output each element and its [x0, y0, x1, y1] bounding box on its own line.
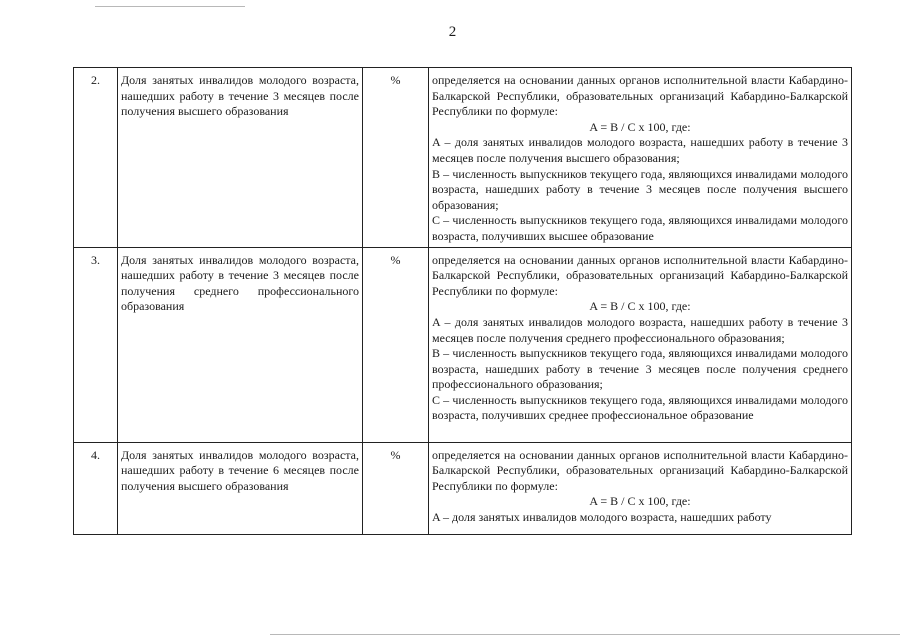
calculation-method [429, 442, 852, 534]
unit-of-measure: % [363, 68, 429, 248]
formula: A = B / C x 100, где: [589, 119, 691, 134]
unit-of-measure: % [363, 247, 429, 442]
method-intro: определяется на основании данных органов исполнительной власти Кабардино-Балкарской Республики, образовательных организаций Кабардино-Балкарской Республики по формуле: [432, 447, 848, 493]
indicators-table [73, 67, 852, 535]
calculation-method [429, 68, 852, 248]
definition-b: B – численность выпускников текущего года, являющихся инвалидами молодого возраста, нашедших работу в течение 3 месяцев после получения высшего образования; [432, 166, 848, 212]
definition-c: C – численность выпускников текущего года, являющихся инвалидами молодого возраста, получивших среднее профессиональное образование [432, 392, 848, 423]
method-intro: определяется на основании данных органов исполнительной власти Кабардино-Балкарской Республики, образовательных организаций Кабардино-Балкарской Республики по формуле: [432, 73, 848, 119]
formula: A = B / C x 100, где: [589, 494, 691, 509]
row-number: 4. [74, 442, 118, 534]
table-row [74, 247, 852, 442]
table-row [74, 68, 852, 248]
definition-a: A – доля занятых инвалидов молодого возраста, нашедших работу в течение 3 месяцев после получения среднего профессионального образования; [432, 314, 848, 345]
definition-c: C – численность выпускников текущего года, являющихся инвалидами молодого возраста, получивших высшее образование [432, 213, 848, 243]
indicator-name: Доля занятых инвалидов молодого возраста, нашедших работу в течение 3 месяцев после получения высшего образования [118, 68, 363, 248]
unit-of-measure: % [363, 442, 429, 534]
definition-b: B – численность выпускников текущего года, являющихся инвалидами молодого возраста, нашедших работу в течение 3 месяцев после получения среднего профессионального образования; [432, 346, 848, 392]
scan-artifact [270, 634, 900, 635]
method-intro: определяется на основании данных органов исполнительной власти Кабардино-Балкарской Республики, образовательных организаций Кабардино-Балкарской Республики по формуле: [432, 252, 848, 298]
scan-artifact [95, 6, 245, 7]
row-number: 2. [74, 68, 118, 248]
page-number: 2 [448, 24, 457, 40]
row-number: 3. [74, 247, 118, 442]
formula: A = B / C x 100, где: [589, 299, 691, 314]
definition-a: A – доля занятых инвалидов молодого возраста, нашедших работу в течение 3 месяцев после получения высшего образования; [432, 135, 848, 165]
indicator-name: Доля занятых инвалидов молодого возраста, нашедших работу в течение 6 месяцев после получения высшего образования [118, 442, 363, 534]
definition-a: A – доля занятых инвалидов молодого возраста, нашедших работу [432, 509, 772, 524]
indicator-name: Доля занятых инвалидов молодого возраста, нашедших работу в течение 3 месяцев после получения среднего профессионального образования [118, 247, 363, 442]
table-row [74, 442, 852, 534]
calculation-method [429, 247, 852, 442]
